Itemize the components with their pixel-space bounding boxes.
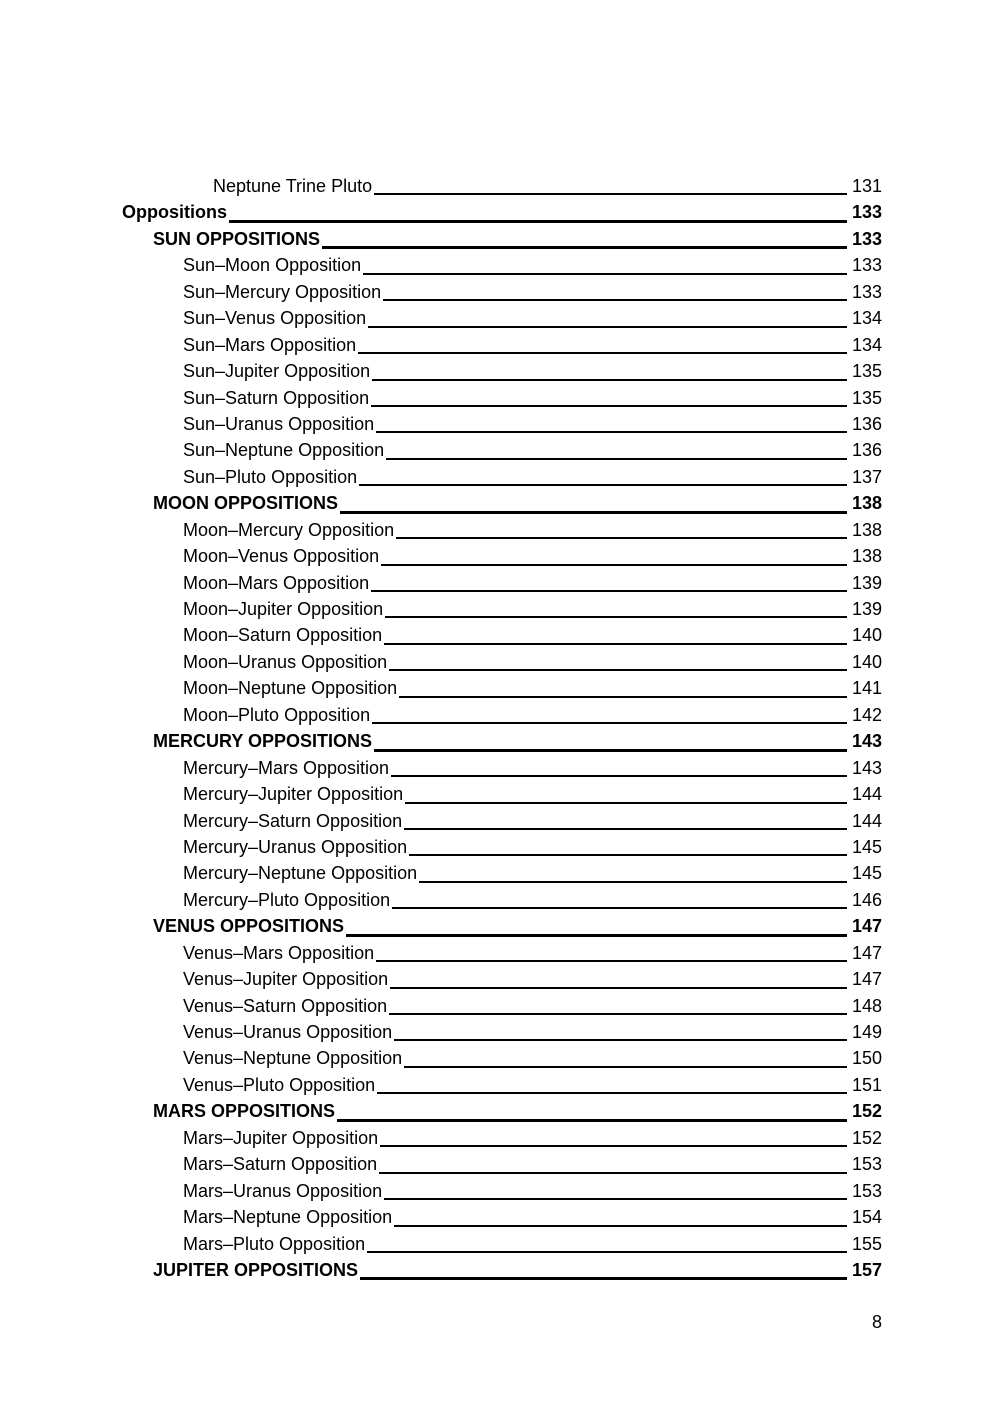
toc-entry-label: Venus–Mars Opposition	[183, 942, 375, 963]
leader-line	[386, 437, 847, 459]
leader-line	[405, 781, 847, 803]
leader-line	[346, 913, 847, 936]
leader-line	[322, 226, 847, 249]
toc-entry-label: Mercury–Mars Opposition	[183, 757, 390, 778]
toc-entry-label: Venus–Saturn Opposition	[183, 995, 388, 1016]
toc-entry-page: 153	[851, 1154, 882, 1175]
toc-entry	[122, 543, 882, 569]
toc-entry-page: 137	[851, 466, 882, 487]
toc-entry	[122, 834, 882, 860]
leader-line	[374, 173, 847, 195]
leader-line	[409, 834, 847, 856]
toc-entry-page: 140	[851, 625, 882, 646]
toc-entry-page: 142	[851, 704, 882, 725]
page-number: 8	[871, 1312, 882, 1332]
leader-line	[384, 622, 847, 644]
toc-entry	[122, 649, 882, 675]
toc-entry-label: Venus–Pluto Opposition	[183, 1074, 376, 1095]
toc-entry	[122, 1257, 882, 1283]
toc-entry	[122, 993, 882, 1019]
toc-entry-page: 135	[851, 361, 882, 382]
toc-entry-label: Venus–Jupiter Opposition	[183, 969, 389, 990]
toc-entry-page: 136	[851, 413, 882, 434]
leader-line	[371, 570, 847, 592]
toc-entry-page: 147	[851, 969, 882, 990]
toc-entry-page: 152	[851, 1127, 882, 1148]
leader-line	[376, 411, 847, 433]
toc-entry-page: 139	[851, 572, 882, 593]
toc-entry-page: 133	[851, 281, 882, 302]
leader-line	[404, 808, 847, 830]
toc-entry-page: 144	[851, 784, 882, 805]
leader-line	[360, 1257, 847, 1280]
toc-entry-page: 145	[851, 836, 882, 857]
toc-entry-label: MOON OPPOSITIONS	[153, 493, 339, 514]
leader-line	[368, 305, 847, 327]
leader-line	[389, 649, 847, 671]
toc-entry	[122, 385, 882, 411]
toc-entry	[122, 966, 882, 992]
leader-line	[419, 860, 847, 882]
toc-entry	[122, 1231, 882, 1257]
toc-entry-label: SUN OPPOSITIONS	[153, 228, 321, 249]
toc-entry-page: 138	[851, 493, 882, 514]
toc-entry-page: 146	[851, 889, 882, 910]
toc-entry-page: 136	[851, 440, 882, 461]
leader-line	[376, 940, 847, 962]
toc-entry-page: 133	[851, 202, 882, 223]
toc-entry-page: 134	[851, 334, 882, 355]
leader-line	[399, 675, 847, 697]
toc-entry	[122, 860, 882, 886]
toc-entry-page: 152	[851, 1101, 882, 1122]
toc-entry	[122, 781, 882, 807]
toc-entry-page: 145	[851, 863, 882, 884]
toc-entry	[122, 411, 882, 437]
toc-entry-page: 133	[851, 228, 882, 249]
toc-entry	[122, 913, 882, 939]
toc-entry	[122, 755, 882, 781]
toc-entry-page: 148	[851, 995, 882, 1016]
table-of-contents	[122, 173, 882, 1283]
toc-entry-page: 135	[851, 387, 882, 408]
leader-line	[390, 966, 847, 988]
toc-entry-page: 157	[851, 1259, 882, 1280]
toc-entry	[122, 1178, 882, 1204]
leader-line	[381, 543, 847, 565]
toc-entry-page: 154	[851, 1207, 882, 1228]
toc-entry	[122, 1045, 882, 1071]
toc-entry	[122, 173, 882, 199]
leader-line	[374, 728, 847, 751]
toc-entry	[122, 437, 882, 463]
toc-entry-label: Neptune Trine Pluto	[213, 176, 373, 196]
leader-line	[377, 1072, 847, 1094]
toc-entry	[122, 252, 882, 278]
toc-entry-label: Sun–Pluto Opposition	[183, 466, 358, 487]
toc-entry	[122, 279, 882, 305]
toc-entry	[122, 1019, 882, 1045]
toc-entry	[122, 1072, 882, 1098]
toc-entry-label: Mars–Saturn Opposition	[183, 1154, 378, 1175]
leader-line	[367, 1231, 847, 1253]
toc-entry	[122, 1204, 882, 1230]
leader-line	[372, 702, 847, 724]
toc-entry	[122, 728, 882, 754]
toc-entry-page: 151	[851, 1074, 882, 1095]
toc-entry-label: Moon–Mercury Opposition	[183, 519, 395, 540]
toc-entry-label: Venus–Uranus Opposition	[183, 1022, 393, 1042]
toc-entry-page: 138	[851, 546, 882, 567]
toc-entry-label: JUPITER OPPOSITIONS	[153, 1259, 359, 1280]
leader-line	[380, 1125, 847, 1147]
toc-entry-page: 143	[851, 757, 882, 778]
leader-line	[383, 279, 847, 301]
toc-entry-label: Mercury–Jupiter Opposition	[183, 784, 404, 805]
toc-entry-label: Mars–Pluto Opposition	[183, 1233, 366, 1254]
leader-line	[340, 490, 847, 513]
leader-line	[359, 464, 847, 486]
leader-line	[371, 385, 847, 407]
toc-entry-page: 147	[851, 942, 882, 963]
toc-entry-label: Mercury–Pluto Opposition	[183, 889, 391, 910]
toc-entry-label: Sun–Mars Opposition	[183, 334, 357, 355]
toc-entry	[122, 358, 882, 384]
leader-line	[404, 1045, 847, 1067]
toc-entry	[122, 1098, 882, 1124]
toc-entry	[122, 702, 882, 728]
leader-line	[384, 1178, 847, 1200]
toc-entry-label: Sun–Venus Opposition	[183, 308, 367, 329]
toc-entry-page: 143	[851, 731, 882, 752]
toc-entry	[122, 887, 882, 913]
leader-line	[379, 1151, 847, 1173]
leader-line	[396, 517, 847, 539]
leader-line	[372, 358, 847, 380]
leader-line	[229, 199, 847, 222]
toc-entry	[122, 464, 882, 490]
toc-entry-page: 133	[851, 255, 882, 276]
toc-entry	[122, 675, 882, 701]
toc-entry-page: 138	[851, 519, 882, 540]
toc-entry	[122, 570, 882, 596]
toc-entry-label: Sun–Mercury Opposition	[183, 281, 382, 302]
toc-entry-label: Mercury–Saturn Opposition	[183, 810, 403, 831]
toc-entry-label: Moon–Mars Opposition	[183, 572, 370, 593]
toc-entry-page: 131	[851, 176, 882, 196]
leader-line	[391, 755, 847, 777]
toc-entry-page: 134	[851, 308, 882, 329]
toc-entry-label: Oppositions	[122, 202, 227, 223]
leader-line	[385, 596, 847, 618]
toc-entry-label: Mars–Uranus Opposition	[183, 1180, 383, 1201]
leader-line	[337, 1098, 847, 1121]
toc-entry-page: 153	[851, 1180, 882, 1201]
toc-entry	[122, 596, 882, 622]
toc-entry-label: Sun–Jupiter Opposition	[183, 361, 371, 382]
toc-entry-label: Moon–Venus Opposition	[183, 546, 380, 567]
toc-entry-label: Moon–Uranus Opposition	[183, 651, 388, 672]
toc-entry	[122, 517, 882, 543]
toc-entry-label: Sun–Uranus Opposition	[183, 413, 375, 434]
toc-entry-label: MARS OPPOSITIONS	[153, 1101, 336, 1122]
toc-entry	[122, 1151, 882, 1177]
toc-entry	[122, 305, 882, 331]
toc-entry	[122, 490, 882, 516]
leader-line	[394, 1204, 847, 1226]
leader-line	[389, 993, 847, 1015]
toc-entry-page: 150	[851, 1048, 882, 1069]
toc-entry-label: VENUS OPPOSITIONS	[153, 916, 345, 937]
leader-line	[394, 1019, 847, 1041]
toc-entry	[122, 940, 882, 966]
toc-entry-label: Mars–Jupiter Opposition	[183, 1127, 379, 1148]
toc-entry-label: Moon–Saturn Opposition	[183, 625, 383, 646]
toc-entry-label: Sun–Saturn Opposition	[183, 387, 370, 408]
toc-entry-label: Venus–Neptune Opposition	[183, 1048, 403, 1069]
toc-entry-page: 149	[851, 1022, 882, 1042]
toc-entry	[122, 622, 882, 648]
toc-entry-page: 155	[851, 1233, 882, 1254]
toc-entry-page: 139	[851, 599, 882, 619]
leader-line	[363, 252, 847, 274]
toc-entry-page: 144	[851, 810, 882, 831]
leader-line	[358, 332, 847, 354]
toc-entry-label: Mercury–Uranus Opposition	[183, 836, 408, 857]
toc-entry-label: Moon–Jupiter Opposition	[183, 599, 384, 619]
toc-entry-label: Moon–Neptune Opposition	[183, 678, 398, 699]
toc-entry-page: 141	[851, 678, 882, 699]
leader-line	[392, 887, 847, 909]
toc-entry	[122, 1125, 882, 1151]
toc-entry	[122, 199, 882, 225]
toc-entry-page: 140	[851, 651, 882, 672]
toc-entry-label: Sun–Moon Opposition	[183, 255, 362, 276]
toc-entry-label: MERCURY OPPOSITIONS	[153, 731, 373, 752]
toc-entry-label: Mars–Neptune Opposition	[183, 1207, 393, 1228]
toc-entry-page: 147	[851, 916, 882, 937]
toc-entry	[122, 226, 882, 252]
toc-entry-label: Moon–Pluto Opposition	[183, 704, 371, 725]
toc-entry-label: Sun–Neptune Opposition	[183, 440, 385, 461]
toc-entry-label: Mercury–Neptune Opposition	[183, 863, 418, 884]
toc-entry	[122, 808, 882, 834]
toc-entry	[122, 332, 882, 358]
